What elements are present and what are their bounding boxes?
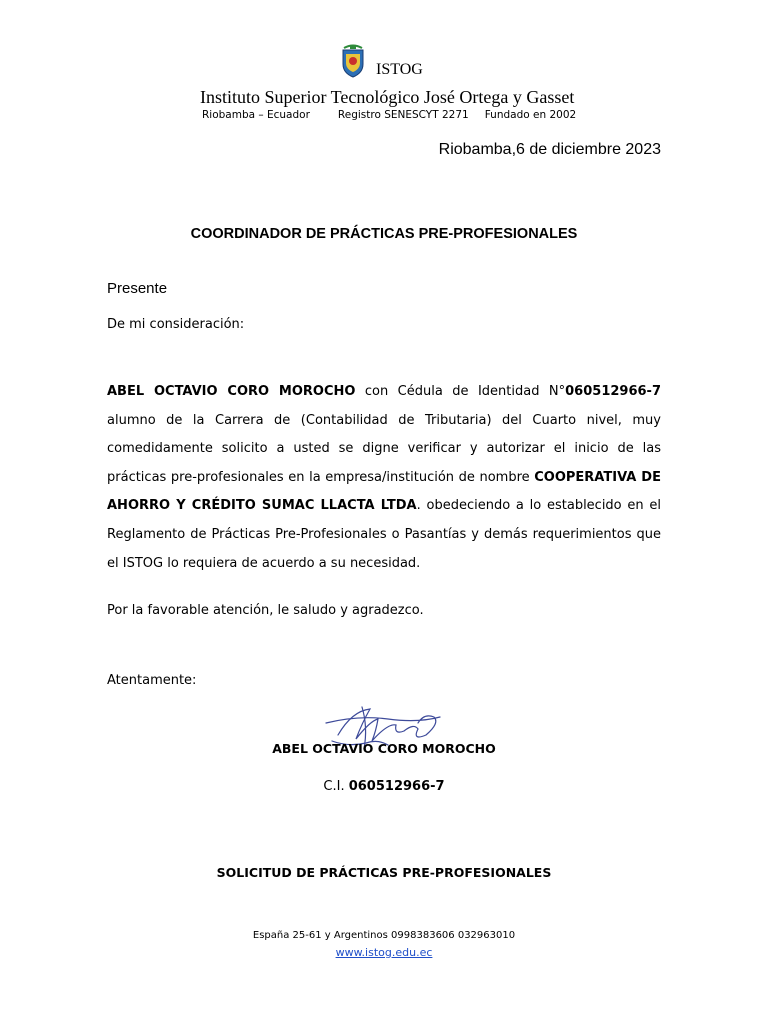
document-type-title: SOLICITUD DE PRÁCTICAS PRE-PROFESIONALES: [216, 865, 552, 880]
institution-founded: Fundado en 2002: [484, 109, 577, 121]
signer-id-line: [0, 779, 768, 794]
closing-line: Atentamente:: [107, 673, 197, 688]
greeting: De mi consideración:: [107, 317, 245, 332]
recipient-title: COORDINADOR DE PRÁCTICAS PRE-PROFESIONALES: [190, 226, 578, 242]
footer-address: España 25-61 y Argentinos 0998383606 032963010: [252, 930, 516, 941]
student-name: ABEL OCTAVIO CORO MOROCHO: [107, 384, 356, 399]
signer-name: ABEL OCTAVIO CORO MOROCHO: [272, 741, 496, 756]
institution-short-name: ISTOG: [376, 61, 423, 78]
letter-body: [107, 378, 661, 578]
body-text-1: con Cédula de Identidad N°: [355, 384, 566, 399]
body-text-3: . obedeciendo a lo establecido en el Reglamento de Prácticas Pre-Profesionales o Pasantías y demás requerimientos que el ISTOG lo requiera de acuerdo a su necesidad.: [107, 498, 662, 571]
institution-full-name: Instituto Superior Tecnológico José Ortega y Gasset: [200, 87, 575, 107]
thanks-line: Por la favorable atención, le saludo y agradezco.: [107, 603, 424, 618]
institution-meta: [202, 109, 576, 121]
institution-city: Riobamba – Ecuador: [202, 109, 310, 121]
ci-label: C.I.: [323, 779, 349, 794]
student-id-number: 060512966-7: [565, 384, 661, 399]
body-text-2: alumno de la Carrera de (Contabilidad de Tributaria) del Cuarto nivel, muy comedidamente solicito a usted se digne verificar y autorizar el inicio de las prácticas pre-profesionales en la empresa/institución de nombre: [107, 412, 661, 485]
institution-registry: Registro SENESCYT 2271: [337, 109, 469, 121]
istog-crest-logo-icon: [340, 44, 366, 78]
ci-number: 060512966-7: [348, 779, 445, 794]
footer-website-link[interactable]: www.istog.edu.ec: [335, 946, 433, 959]
salutation: Presente: [107, 280, 168, 297]
letter-date: Riobamba,6 de diciembre 2023: [438, 141, 661, 158]
company-name: COOPERATIVA DE AHORRO Y CRÉDITO SUMAC LLACTA LTDA: [107, 469, 661, 514]
